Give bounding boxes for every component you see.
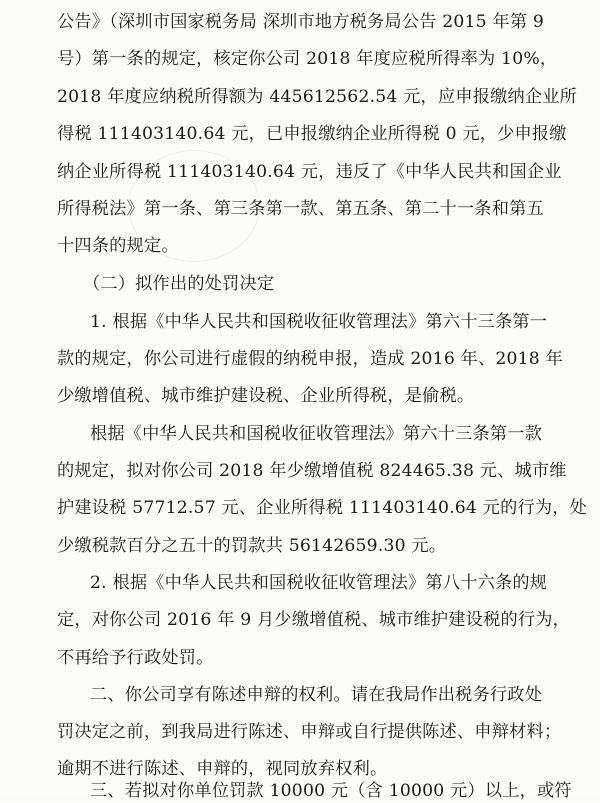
text-line-5: 纳企业所得税 111403140.64 元，违反了《中华人民共和国企业 — [57, 162, 562, 182]
text-line-19: 二、你公司享有陈述申辩的权利。请在我局作出税务行政处 — [90, 685, 543, 705]
text-line-1: 公告》（深圳市国家税务局 深圳市地方税务局公告 2015 年第 9 — [57, 12, 545, 32]
text-line-21: 逾期不进行陈述、申辩的，视同放弃权利。 — [57, 759, 388, 779]
text-line-12: 根据《中华人民共和国税收征收管理法》第六十三条第一款 — [90, 424, 543, 444]
text-line-9: 1. 根据《中华人民共和国税收征收管理法》第六十三条第一 — [90, 312, 548, 332]
text-line-2: 号）第一条的规定，核定你公司 2018 年度应税所得率为 10%， — [57, 49, 558, 69]
text-line-15: 少缴税款百分之五十的罚款共 56142659.30 元。 — [57, 536, 447, 556]
text-line-3: 2018 年度应纳税所得额为 445612562.54 元，应申报缴纳企业所 — [57, 87, 578, 107]
text-line-7: 十四条的规定。 — [57, 236, 179, 256]
text-line-10: 款的规定，你公司进行虚假的纳税申报，造成 2016 年、2018 年 — [57, 349, 563, 369]
text-line-20: 罚决定之前，到我局进行陈述、申辩或自行提供陈述、申辩材料； — [57, 722, 562, 742]
text-line-11: 少缴增值税、城市维护建设税、企业所得税，是偷税。 — [57, 386, 475, 406]
text-line-4: 得税 111403140.64 元，已申报缴纳企业所得税 0 元，少申报缴 — [57, 124, 567, 144]
text-line-22: 三、若拟对你单位罚款 10000 元（含 10000 元）以上，或符 — [90, 781, 572, 801]
text-line-14: 护建设税 57712.57 元、企业所得税 111403140.64 元的行为，处 — [57, 498, 588, 518]
section-heading: （二）拟作出的处罚决定 — [83, 274, 275, 294]
text-line-16: 2. 根据《中华人民共和国税收征收管理法》第八十六条的规 — [90, 573, 548, 593]
text-line-17: 定，对你公司 2016 年 9 月少缴增值税、城市维护建设税的行为， — [57, 610, 571, 630]
text-line-13: 的规定，拟对你公司 2018 年少缴增值税 824465.38 元、城市维 — [57, 461, 567, 481]
text-line-6: 所得税法》第一条、第三条第一款、第五条、第二十一条和第五 — [57, 199, 544, 219]
text-line-18: 不再给予行政处罚。 — [57, 648, 214, 668]
